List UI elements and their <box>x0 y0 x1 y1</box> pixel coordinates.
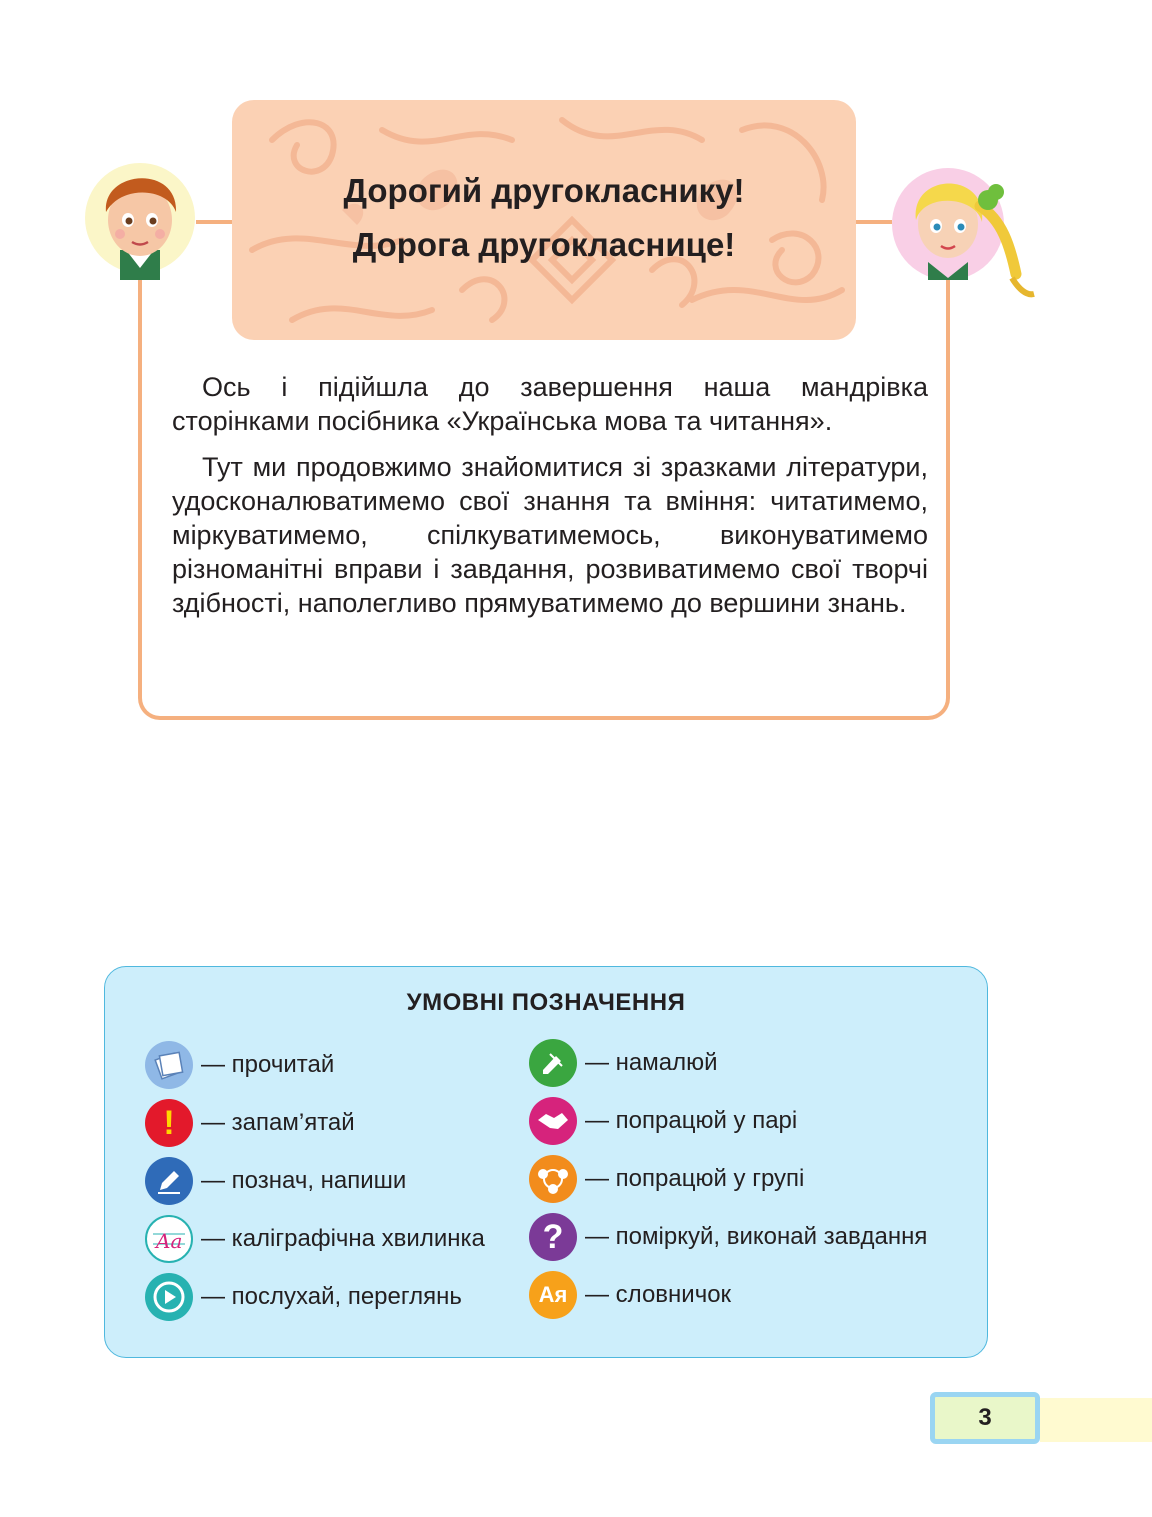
legend-label: — поміркуй, виконай завдання <box>585 1223 928 1250</box>
greeting-line-1: Дорогий другокласнику! <box>343 172 745 209</box>
legend-label: — запам’ятай <box>201 1109 355 1136</box>
svg-text:Aa: Aa <box>156 1229 183 1253</box>
letter-paragraph: Тут ми продовжимо знайомитися зі зразками літератури, удосконалюватимемо свої знання та вміння: читатимемо, міркуватимемо, спілкуватимемось, виконуватимемо різноманітні вправи і завдання, розвиватимемо свої творчі здібності, наполегливо прямуватимемо до вершини знань. <box>172 452 928 618</box>
legend-label: — познач, напиши <box>201 1167 407 1194</box>
legend-item-group <box>529 1153 804 1205</box>
drawing-pencil-icon <box>529 1039 577 1087</box>
greeting-line-2: Дорога другокласнице! <box>352 226 736 263</box>
greeting-card <box>232 100 856 340</box>
legend-item-dictionary <box>529 1269 731 1321</box>
pencil-icon <box>145 1157 193 1205</box>
legend-label: — попрацюй у групі <box>585 1165 805 1192</box>
legend-item-pair <box>529 1095 797 1147</box>
page-number: 3 <box>930 1392 1040 1444</box>
exclamation-icon: ! <box>145 1099 193 1147</box>
book-icon <box>145 1041 193 1089</box>
play-icon <box>145 1273 193 1321</box>
boy-avatar <box>82 150 202 280</box>
legend-item-calligraphy <box>145 1213 485 1265</box>
legend-item-think <box>529 1211 927 1263</box>
legend-item-draw <box>529 1037 718 1089</box>
legend-label: — намалюй <box>585 1049 718 1076</box>
legend-title: УМОВНІ ПОЗНАЧЕННЯ <box>406 989 686 1016</box>
question-icon: ? <box>529 1213 577 1261</box>
legend-label: — попрацюй у парі <box>585 1107 798 1134</box>
legend-item-listen <box>145 1271 462 1323</box>
group-icon <box>529 1155 577 1203</box>
girl-avatar <box>884 150 1054 300</box>
letter-paragraph: Ось і підійшла до завершення наша мандрівка сторінками посібника «Українська мова та читання». <box>172 372 928 436</box>
legend-label: — послухай, переглянь <box>201 1283 462 1310</box>
handshake-icon <box>529 1097 577 1145</box>
legend-label: — прочитай <box>201 1051 335 1078</box>
legend-box <box>104 966 988 1358</box>
letter-body <box>172 370 928 632</box>
legend-item-write <box>145 1155 406 1207</box>
legend-item-read <box>145 1039 334 1091</box>
floral-ornament <box>232 100 856 340</box>
calligraphy-icon <box>145 1215 193 1263</box>
legend-label: — каліграфічна хвилинка <box>201 1225 485 1252</box>
legend-label: — словничок <box>585 1281 732 1308</box>
page-number-strip <box>1040 1398 1152 1442</box>
dictionary-icon: Ая <box>529 1271 577 1319</box>
legend-item-remember <box>145 1097 355 1149</box>
